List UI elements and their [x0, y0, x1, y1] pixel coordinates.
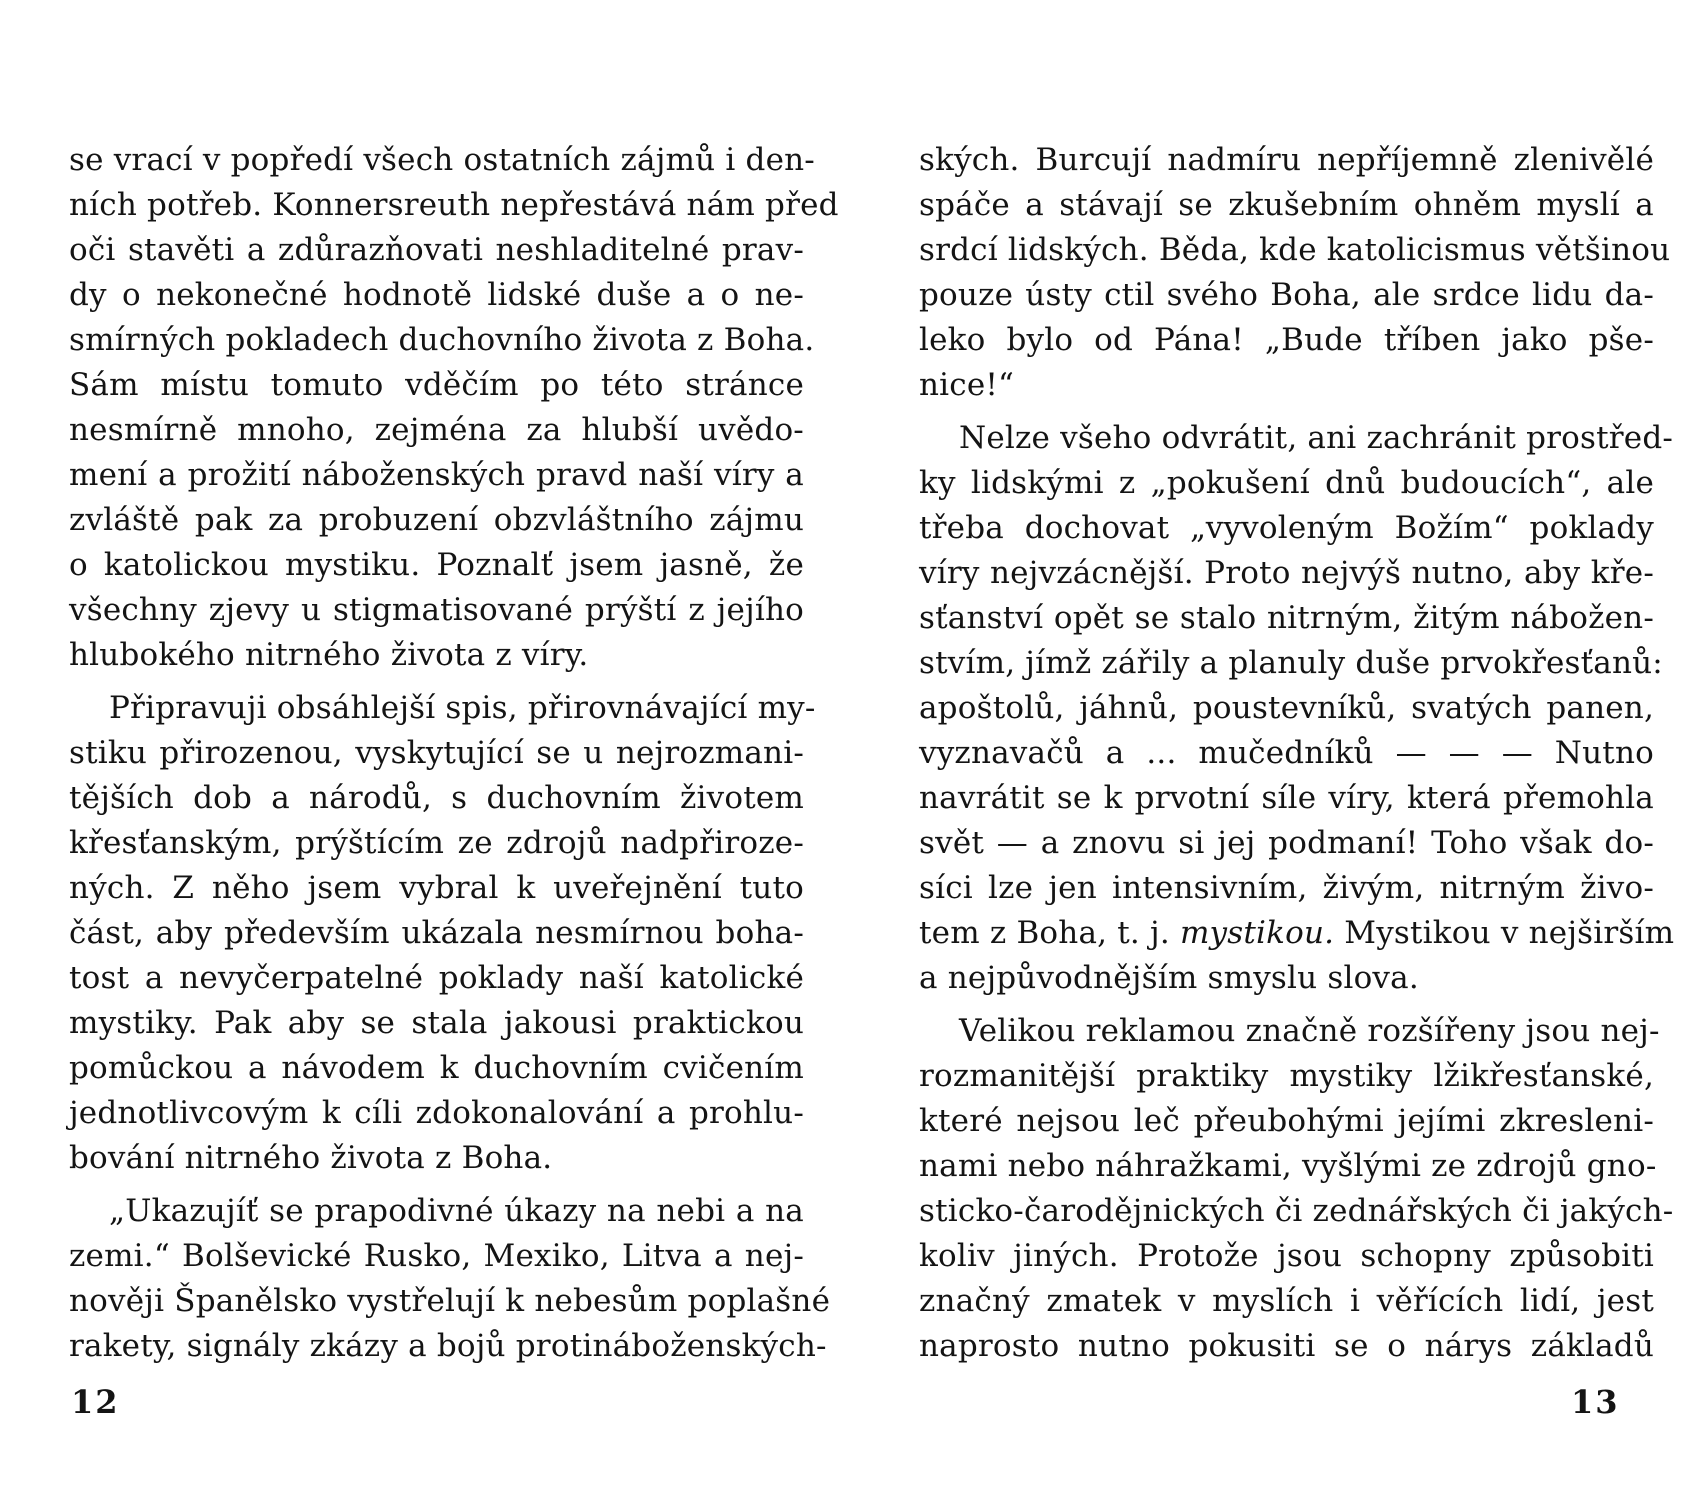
text-line: ky lidskými z „pokušení dnů budoucích“, ale: [919, 465, 1654, 501]
text-line: spáče a stávají se zkušebním ohněm myslí a: [919, 187, 1654, 223]
text-line: leko bylo od Pána! „Bude tříben jako pše-: [919, 322, 1654, 358]
text-line: apoštolů, jáhnů, poustevníků, svatých panen,: [919, 690, 1654, 726]
text-line: ných. Z něho jsem vybral k uveřejnění tuto: [69, 870, 804, 906]
text-line: nesmírně mnoho, zejména za hlubší uvědo-: [69, 412, 804, 448]
text-line: Velikou reklamou značně rozšířeny jsou nej-: [959, 1013, 1660, 1049]
text-line: všechny zjevy u stigmatisované prýští z jejího: [69, 592, 804, 628]
text-line: ních potřeb. Konnersreuth nepřestává nám před: [69, 187, 839, 223]
text-line: sticko-čarodějnických či zednářských či jakých-: [919, 1193, 1674, 1229]
text-line: nice!“: [919, 367, 1015, 403]
text-segment: tem z Boha, t. j.: [919, 915, 1170, 951]
text-line: ských. Burcují nadmíru nepříjemně zlenivělé: [919, 142, 1654, 178]
text-segment: Mystikou v nejširším: [1344, 915, 1675, 951]
text-line: mení a prožití náboženských pravd naší víry a: [69, 457, 804, 493]
text-line: zemi.“ Bolševické Rusko, Mexiko, Litva a nej-: [69, 1238, 804, 1274]
text-line: tost a nevyčerpatelné poklady naší katolické: [69, 960, 804, 996]
text-line: naprosto nutno pokusiti se o nárys základů: [919, 1328, 1654, 1364]
text-line: nověji Španělsko vystřelují k nebesům poplašné: [69, 1283, 831, 1319]
text-line: oči stavěti a zdůrazňovati neshladitelné prav-: [69, 232, 804, 268]
text-line: pomůckou a návodem k duchovním cvičením: [69, 1050, 804, 1086]
text-line: víry nejvzácnější. Proto nejvýš nutno, aby kře-: [919, 555, 1654, 591]
text-line: značný zmatek v myslích i věřících lidí, jest: [919, 1283, 1654, 1319]
text-line: zvláště pak za probuzení obzvláštního zájmu: [69, 502, 804, 538]
text-line: tějších dob a národů, s duchovním životem: [69, 780, 804, 816]
text-line: dy o nekonečné hodnotě lidské duše a o ne-: [69, 277, 804, 313]
text-line: Nelze všeho odvrátit, ani zachránit prostřed-: [959, 420, 1674, 456]
text-line: stvím, jímž zářily a planuly duše prvokřesťanů:: [919, 645, 1663, 681]
text-line: sťanství opět se stalo nitrným, žitým nábožen-: [919, 600, 1654, 636]
text-line: jednotlivcovým k cíli zdokonalování a prohlu-: [69, 1095, 804, 1131]
right-page: [919, 138, 1675, 1369]
text-line: křesťanským, prýštícím ze zdrojů nadpřiroze-: [69, 825, 804, 861]
text-line: navrátit se k prvotní síle víry, která přemohla: [919, 780, 1654, 816]
text-line: síci lze jen intensivním, živým, nitrným živo-: [919, 870, 1654, 906]
text-line: hlubokého nitrného života z víry.: [69, 637, 589, 673]
text-line: o katolickou mystiku. Poznalť jsem jasně, že: [69, 547, 804, 583]
emphasis-mystikou: mystikou.: [1179, 915, 1335, 951]
text-line: se vrací v popředí všech ostatních zájmů i den-: [69, 142, 815, 178]
text-line: Sám místu tomuto vděčím po této stránce: [69, 367, 804, 403]
page-number-right: 13: [1571, 1383, 1620, 1421]
text-line: Připravuji obsáhlejší spis, přirovnávající my-: [109, 690, 816, 726]
text-line: vyznavačů a ... mučedníků — — — Nutno: [919, 735, 1654, 771]
text-line: nami nebo náhražkami, vyšlými ze zdrojů gno-: [919, 1148, 1657, 1184]
text-line: rozmanitější praktiky mystiky lžikřesťanské,: [919, 1058, 1654, 1094]
text-line: rakety, signály zkázy a bojů protináboženských-: [69, 1328, 827, 1364]
text-line: které nejsou leč přeubohými jejími zkresleni-: [919, 1103, 1654, 1139]
text-line: bování nitrného života z Boha.: [69, 1140, 553, 1176]
text-line: část, aby především ukázala nesmírnou boha-: [69, 915, 804, 951]
text-line: koliv jiných. Protože jsou schopny způsobiti: [919, 1238, 1654, 1274]
left-page: [69, 138, 839, 1369]
text-line: „Ukazujíť se prapodivné úkazy na nebi a na: [109, 1193, 804, 1229]
page-number-left: 12: [71, 1383, 120, 1421]
text-line: smírných pokladech duchovního života z Boha.: [69, 322, 815, 358]
text-line: mystiky. Pak aby se stala jakousi praktickou: [69, 1005, 804, 1041]
text-line: pouze ústy ctil svého Boha, ale srdce lidu da-: [919, 277, 1654, 313]
text-line: [919, 911, 1675, 956]
text-line: a nejpůvodnějším smyslu slova.: [919, 960, 1419, 996]
text-line: srdcí lidských. Běda, kde katolicismus většinou: [919, 232, 1671, 268]
text-line: svět — a znovu si jej podmaní! Toho však do-: [919, 825, 1654, 861]
text-line: třeba dochovat „vyvoleným Božím“ poklady: [919, 510, 1654, 546]
text-line: stiku přirozenou, vyskytující se u nejrozmani-: [69, 735, 804, 771]
